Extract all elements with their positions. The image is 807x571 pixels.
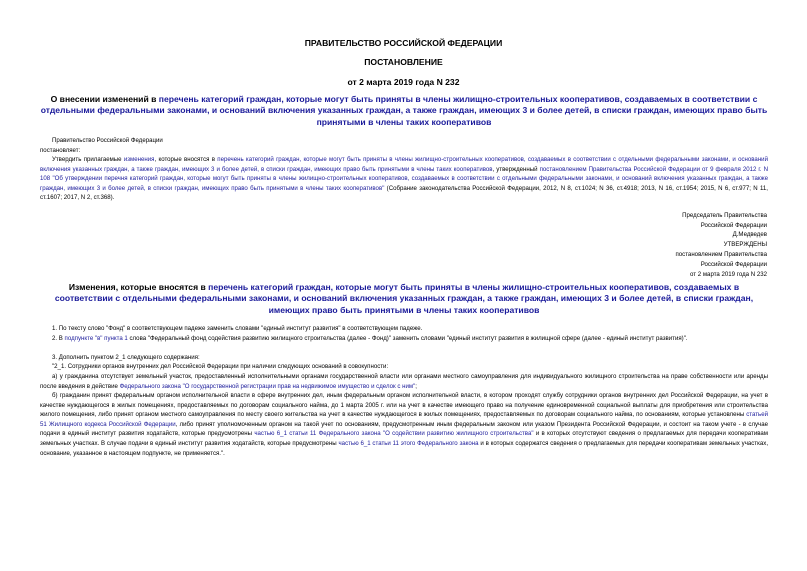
approved-date: от 2 марта 2019 года N 232 — [690, 271, 767, 278]
resolution-paragraph — [40, 155, 768, 203]
signature-country: Российской Федерации — [700, 222, 767, 229]
item-2 — [40, 334, 768, 344]
document-title-link[interactable]: перечень категорий граждан, которые могут быть приняты в члены жилищно-строительных кооперативов, создаваемых в соответствии с отдельными федеральными законами, и оснований включения указанных граждан, а также граждан, имеющих 3 и более детей, в списки граждан, имеющих право быть принятыми в члены таких кооперативов — [40, 94, 768, 127]
resolution-text-4: (Собрание законодательства Российской Федерации, 2012, N 8, ст.1024; N 36, ст.4918; 2013, N 16, ст.1954; 2015, N 6, ст.977; N 11, ст.1607; 2017, N 2, ст.368). — [40, 184, 768, 202]
document-title-prefix: О внесении изменений в — [50, 94, 159, 104]
subitem-a — [40, 372, 768, 391]
resolution-text-1: Утвердить прилагаемые — [52, 156, 124, 163]
item-2-1-intro: "2_1. Сотрудники органов внутренних дел Российской Федерации при наличии следующих оснований в совокупности: — [52, 363, 389, 370]
changes-title-link[interactable]: перечень категорий граждан, которые могут быть приняты в члены жилищно-строительных кооперативов, создаваемых в соответствии с отдельными федеральными законами, и оснований включения указанных граждан, а также граждан, имеющих 3 и более детей, в списки граждан, имеющих право быть принятыми в члены таких кооперативов — [54, 282, 754, 315]
resolution-text-2: , которые вносятся в — [154, 156, 218, 163]
intro-government: Правительство Российской Федерации — [52, 137, 163, 144]
subitem-b-text-3: и в которых отсутствуют сведения о предлагаемых для передачи кооперативам земельных участках. В случае подачи в единый институт развития ходатайств, которые предусмотрены — [40, 430, 768, 447]
item-2-text-1: 2. В — [52, 335, 65, 342]
intro-resolves: постановляет: — [40, 147, 81, 154]
changes-title — [40, 282, 768, 316]
federal-law-article-11-link[interactable]: частью 6_1 статьи 11 Федерального закона "О содействии развитию жилищного строительства" — [254, 430, 534, 438]
document-type: ПОСТАНОВЛЕНИЕ — [364, 57, 443, 67]
document-date-number: от 2 марта 2019 года N 232 — [347, 77, 460, 87]
housing-code-link[interactable]: статьей 51 Жилищного кодекса Российской Федерации — [40, 411, 768, 428]
signature-name: Д.Медведев — [732, 231, 767, 238]
subitem-b-text-4: и в которых содержатся сведения о предлагаемых для передачи кооперативам земельных участках, основание, указанное в настоящем подпункте, не применяется.". — [40, 439, 769, 457]
decree-108-link[interactable]: постановлением Правительства Российской Федерации от 9 февраля 2012 г. N 108 "Об утверждении перечня категорий граждан, которые могут быть приняты в члены жилищно-строительных кооперативов, создаваемых в соответствии с отдельными федеральными законами, и оснований включения указанных граждан, а также граждан, имеющих 3 и более детей, в списки граждан, имеющих право быть принятыми в члены таких кооперативов" — [40, 165, 768, 192]
government-header: ПРАВИТЕЛЬСТВО РОССИЙСКОЙ ФЕДЕРАЦИИ — [304, 38, 503, 48]
approved-country: Российской Федерации — [700, 261, 767, 268]
same-law-article-11-link[interactable]: частью 6_1 статьи 11 этого Федерального закона — [338, 439, 479, 447]
subitem-b-text-1: б) гражданин принят федеральным органом исполнительной власти в сфере внутренних дел, иным федеральным органом исполнительной власти, в котором проходят службу сотрудники органов внутренних дел Российской Федерации, на учет в качестве нуждающегося в жилых помещениях, предоставляемых по договорам социального найма, до 1 марта 2005 г. или на учет в качестве имеющего право на получение единовременной социальной выплаты для приобретения или строительства жилого помещения, либо принят органом местного самоуправления по месту своего жительства на учет в качестве нуждающегося в жилых помещениях, предоставляемых по договорам социального найма, по основаниям, которые установлены — [40, 392, 768, 419]
changes-link[interactable]: изменения — [123, 156, 155, 163]
subitem-b — [40, 391, 768, 458]
subitem-a-text-2: ; — [415, 382, 417, 390]
approved-label: УТВЕРЖДЕНЫ — [723, 241, 767, 248]
registration-law-link[interactable]: Федерального закона "О государственной регистрации прав на недвижимое имущество и сделок с ним" — [119, 382, 416, 390]
subitem-b-text-2: , либо принят уполномоченным органом на такой учет по основаниям, предусмотренным иным федеральным законом или указом Президента Российской Федерации, и состоит на таком учете - в случае подачи в единый институт развития ходатайств, которые предусмотрены — [40, 420, 769, 438]
item-3: 3. Дополнить пунктом 2_1 следующего содержания: — [52, 354, 200, 361]
signature-title: Председатель Правительства — [682, 212, 767, 219]
changes-title-prefix: Изменения, которые вносятся в — [68, 282, 209, 292]
approved-by: постановлением Правительства — [675, 251, 767, 258]
item-2-text-2: слова "Федеральный фонд содействия развитию жилищного строительства (далее - Фонд)" заменить словами "единый институт развития в жилищной сфере (далее - единый институт развития)". — [127, 335, 688, 342]
subpoint-v-link[interactable]: подпункте "в" пункта 1 — [64, 335, 128, 342]
item-1: 1. По тексту слово "Фонд" в соответствующем падеже заменить словами "единый институт развития" в соответствующем падеже. — [52, 325, 423, 332]
list-link[interactable]: перечень категорий граждан, которые могут быть приняты в члены жилищно-строительных кооперативов, создаваемых в соответствии с отдельными федеральными законами, и оснований включения указанных граждан, а также граждан, имеющих 3 и более детей, в списки граждан, имеющих право быть принятыми в члены таких кооперативов — [40, 156, 768, 173]
subitem-a-text-1: а) у гражданина отсутствует земельный участок, предоставленный исполнительными органами государственной власти или органами местного самоуправления для индивидуального жилищного строительства на праве собственности или аренды после введения в действие — [40, 373, 768, 390]
resolution-text-3: , утвержденный — [492, 165, 540, 173]
document-title — [40, 94, 768, 128]
